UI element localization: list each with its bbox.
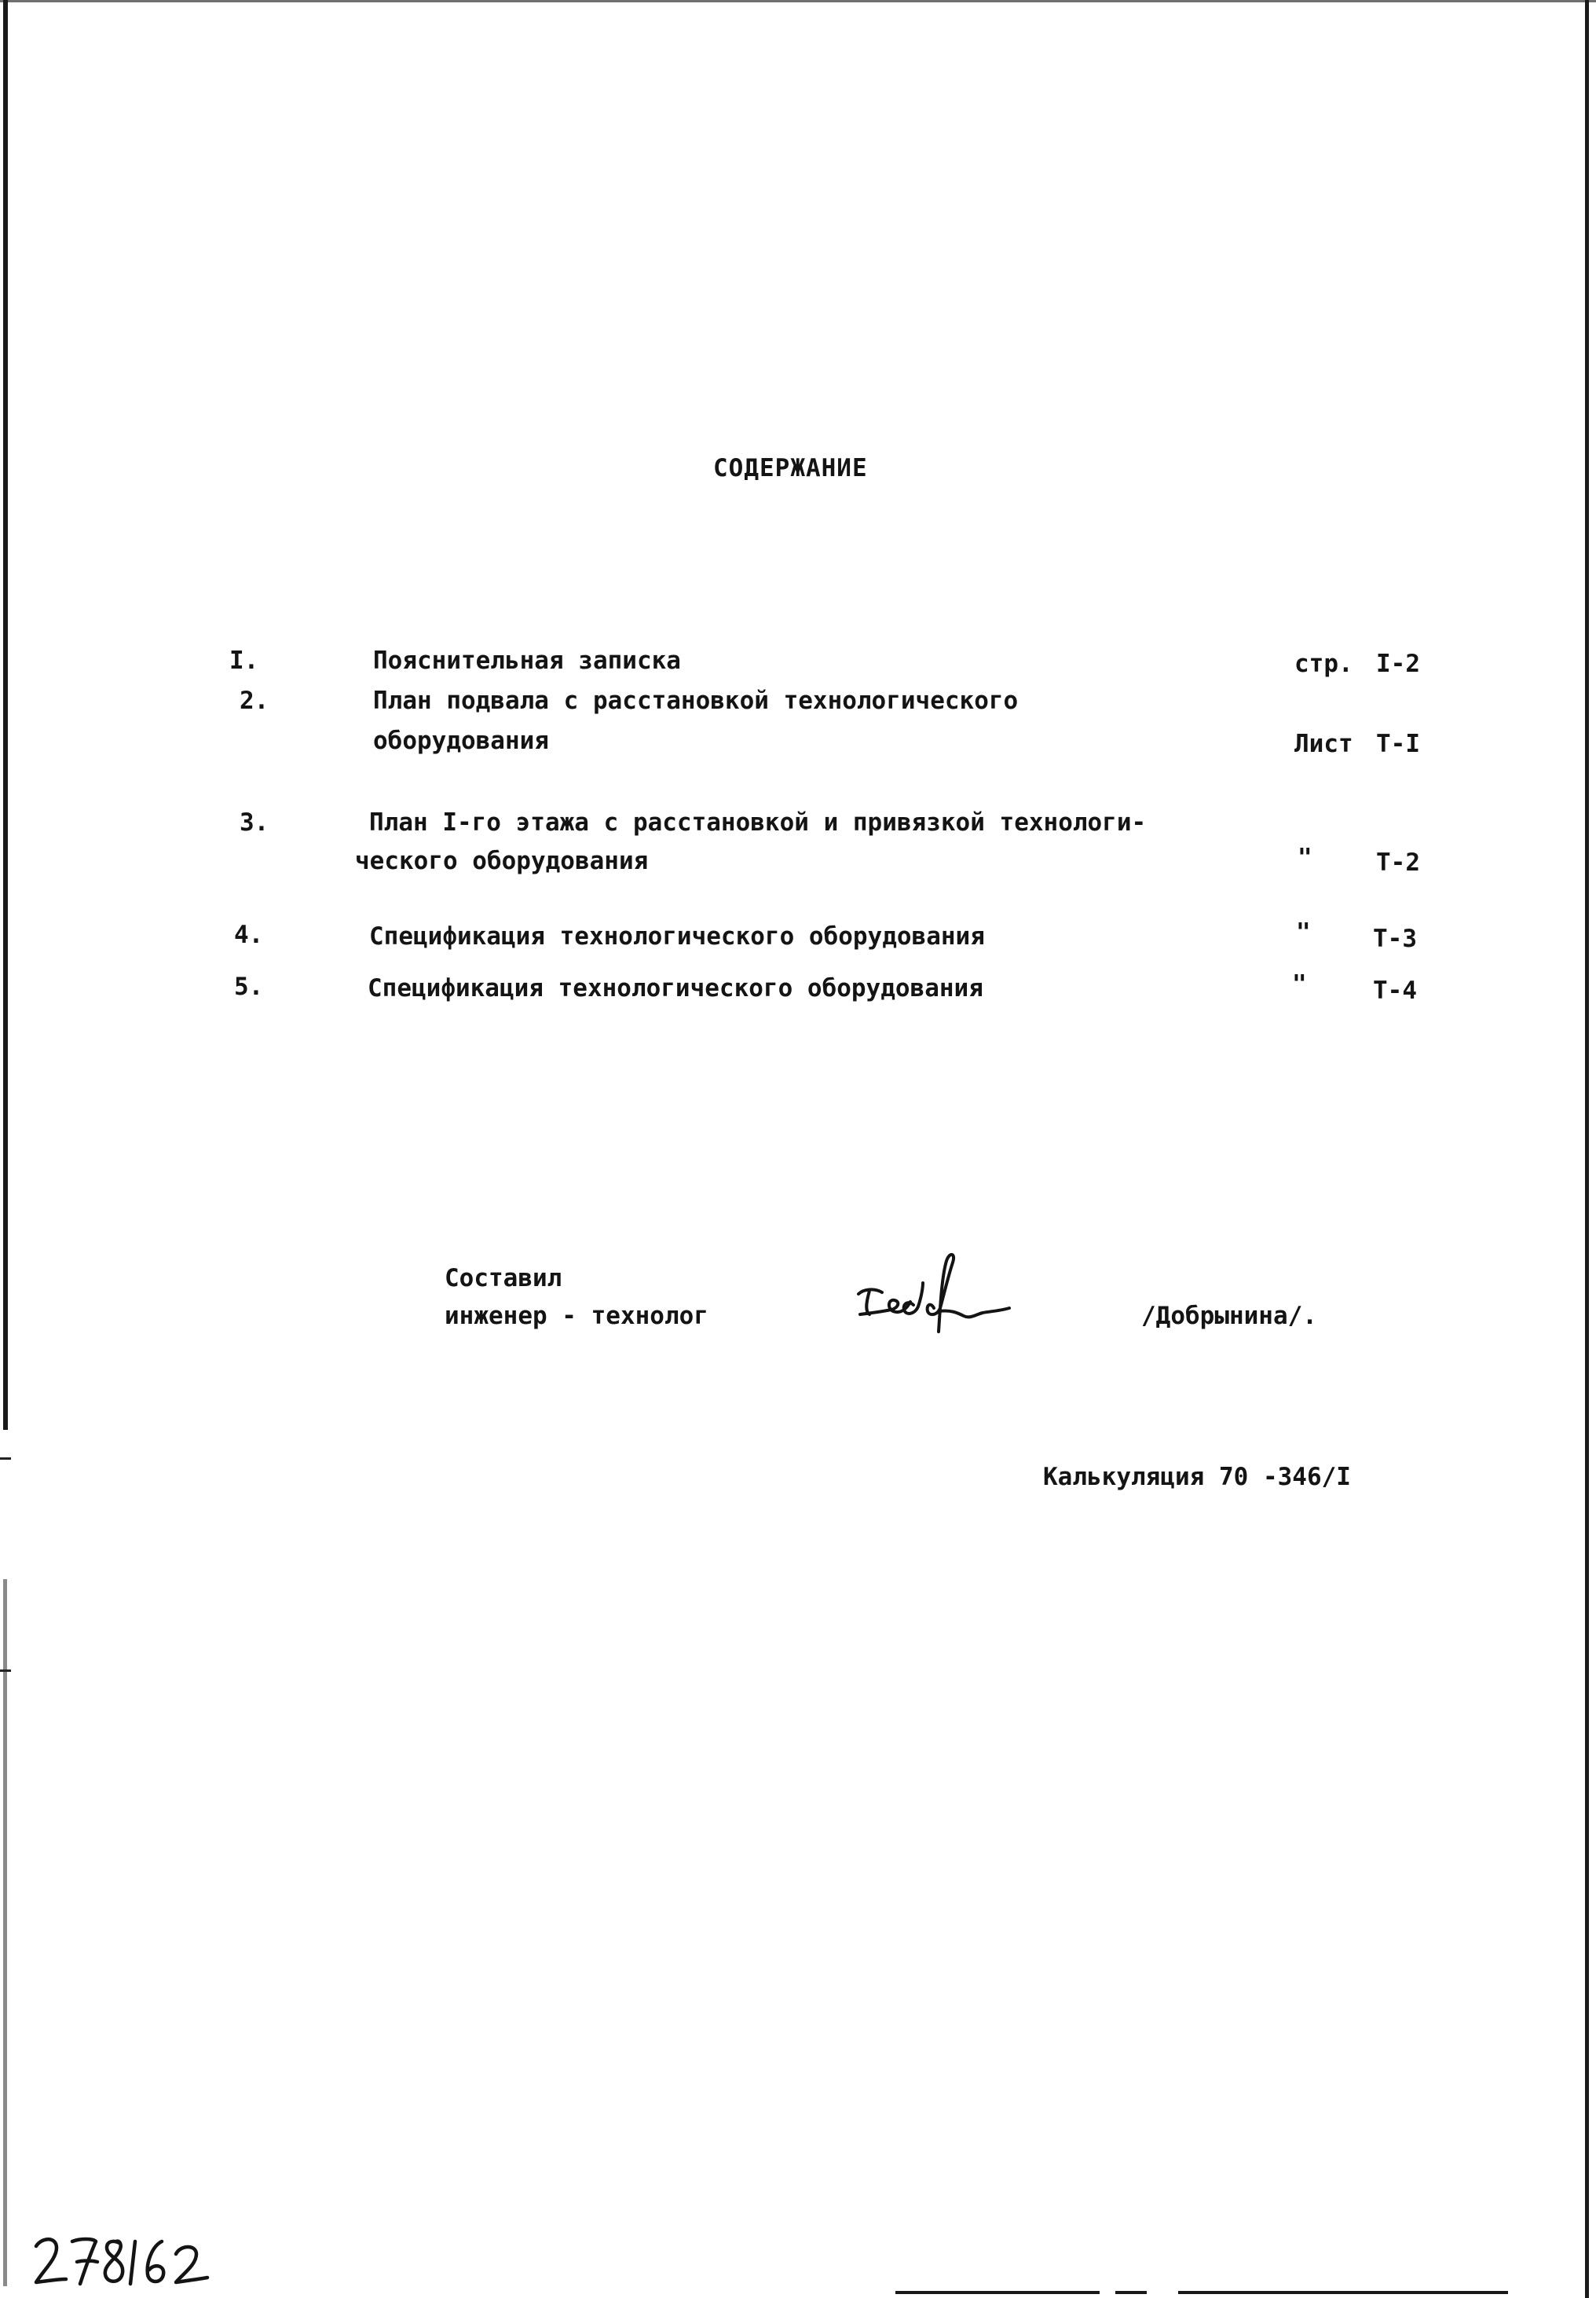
page-right-edge	[1585, 0, 1589, 2298]
bottom-edge-dash	[1178, 2291, 1508, 2294]
toc-item-ref-prefix: стр.	[1294, 650, 1353, 678]
compiler-name: /Добрынина/.	[1141, 1302, 1317, 1330]
compiled-by-label: Составил	[445, 1264, 562, 1292]
compiled-by-position: инженер - технолог	[445, 1302, 708, 1330]
page-top-edge	[0, 0, 1596, 2]
toc-item-number: 2.	[240, 687, 269, 715]
toc-item-ref-value: Т-4	[1373, 977, 1417, 1005]
toc-item-text: Спецификация технологического оборудования	[368, 974, 983, 1002]
handwritten-inventory-number	[31, 2227, 212, 2290]
toc-item-ref-prefix: "	[1298, 844, 1312, 872]
calculation-reference: Калькуляция 70 -346/I	[1043, 1463, 1351, 1491]
bottom-edge-dash	[1115, 2291, 1147, 2294]
toc-item-text: Пояснительная записка	[373, 647, 681, 675]
page-edge-tick	[0, 1669, 11, 1672]
document-title: СОДЕРЖАНИЕ	[713, 454, 868, 482]
toc-item-number: 3.	[240, 808, 269, 837]
toc-item-ref-prefix: "	[1292, 970, 1307, 999]
toc-item-number: I.	[229, 647, 259, 675]
page-left-edge	[3, 0, 8, 1430]
page-left-edge-lower	[3, 1579, 7, 2286]
page-edge-tick	[0, 1457, 11, 1460]
toc-item-text: План I-го этажа с расстановкой и привязкой технологи-	[369, 808, 1147, 837]
toc-item-ref-value: I-2	[1376, 650, 1420, 678]
toc-item-number: 5.	[234, 973, 264, 1001]
signature	[852, 1245, 1025, 1347]
toc-item-ref-prefix: "	[1296, 918, 1311, 947]
toc-item-text: Спецификация технологического оборудования	[369, 922, 985, 951]
toc-item-ref-value: Т-2	[1376, 848, 1420, 877]
toc-item-ref-prefix: Лист	[1294, 730, 1353, 758]
bottom-edge-dash	[895, 2291, 1100, 2294]
toc-item-number: 4.	[234, 921, 264, 949]
toc-item-ref-value: Т-3	[1373, 925, 1417, 953]
toc-item-text: План подвала с расстановкой технологического	[373, 687, 1019, 715]
toc-item-text-continued: ческого оборудования	[355, 847, 649, 875]
toc-item-ref-value: Т-I	[1376, 730, 1420, 758]
toc-item-text-continued: оборудования	[373, 727, 549, 755]
